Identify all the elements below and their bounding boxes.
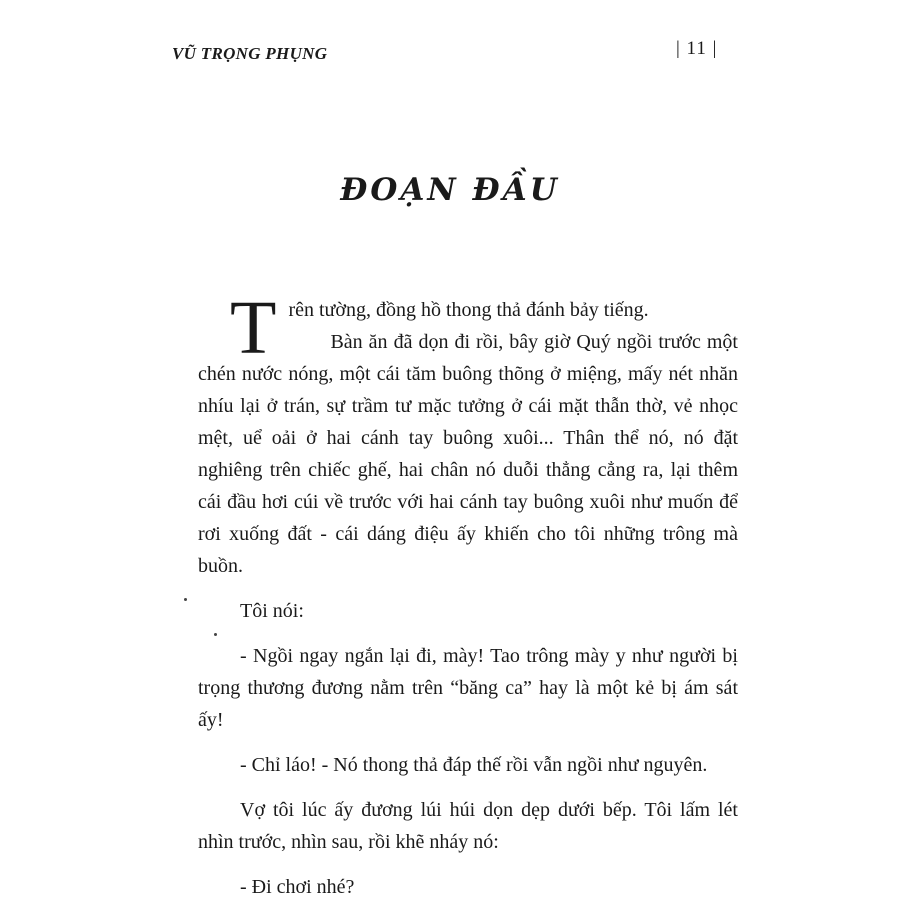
paragraph-narration: Vợ tôi lúc ấy đương lúi húi dọn dẹp dưới bếp. Tôi lấm lét nhìn trước, nhìn sau, rồi khẽ nháy nó: (198, 799, 738, 853)
paragraph-dialogue: - Ngồi ngay ngắn lại đi, mày! Tao trông mày y như người bị trọng thương đương nằm trên “băng ca” hay là một kẻ bị ám sát ấy! (198, 645, 738, 731)
body-text (198, 286, 738, 903)
print-speck (214, 633, 217, 636)
running-head-author: VŨ TRỌNG PHỤNG (172, 44, 328, 63)
paragraph-dialogue: - Đi chơi nhé? (240, 876, 355, 898)
paragraph-narration: Tôi nói: (240, 600, 304, 622)
opening-line: rên tường, đồng hồ thong thả đánh bảy tiếng. (288, 299, 649, 321)
print-speck (184, 598, 187, 601)
paragraph-description: Bàn ăn đã dọn đi rồi, bây giờ Quý ngồi trước một chén nước nóng, một cái tăm buông thõng ở miệng, mấy nét nhăn nhíu lại ở trán, sự trầm tư mặc tưởng ở cái mặt thẫn thờ, vẻ nhọc mệt, uể oải ở hai cánh tay buông xuôi... Thân thể nó, nó đặt nghiêng trên chiếc ghế, hai chân nó duỗi thẳng cẳng ra, lại thêm cái đầu hơi cúi về trước với hai cánh tay buông xuôi như muốn để rơi xuống đất - cái dáng điệu ấy khiến cho tôi những trông mà buồn. (198, 331, 738, 577)
chapter-title: ĐOẠN ĐẦU (340, 172, 560, 208)
drop-cap: T (230, 286, 277, 370)
paragraph-dialogue: - Chỉ láo! - Nó thong thả đáp thế rồi vẫn ngồi như nguyên. (240, 754, 708, 776)
opening-paragraph (198, 286, 738, 370)
page-number: | 11 | (676, 38, 718, 59)
